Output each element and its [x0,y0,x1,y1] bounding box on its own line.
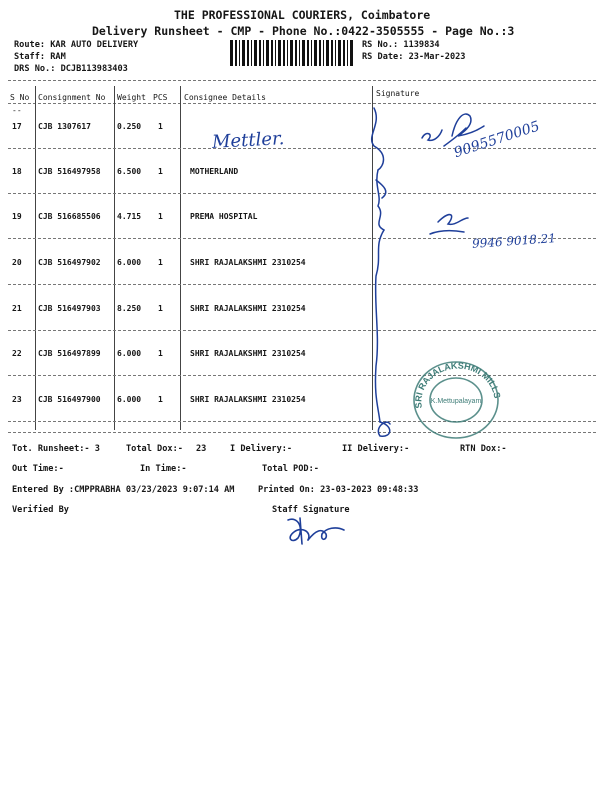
staff-signature-label: Staff Signature [272,505,350,515]
rs-number: RS No.: 1139834 [362,40,440,50]
verified-by-label: Verified By [12,505,69,515]
handwritten-number: 9946 9018.21 [471,231,557,251]
route-label: Route: KAR AUTO DELIVERY [14,40,139,50]
signature-scribbles [360,106,590,446]
col-header-consignee: Consignee Details [184,93,266,102]
cell-consignment: CJB 516497902 [38,258,101,267]
handwritten-phone-number: 9095570005 [452,118,542,162]
row-separator [8,330,596,331]
cell-consignment: CJB 516497900 [38,395,101,404]
cell-weight: 6.000 [117,395,142,404]
cell-consignment: CJB 516497903 [38,304,101,313]
cell-consignment: CJB 516685506 [38,212,101,221]
runsheet-subtitle: Delivery Runsheet - CMP - Phone No.:0422-3505555 - Page No.:3 [92,24,515,38]
col-divider-sno [35,86,36,430]
cell-consignee: SHRI RAJALAKSHMI 2310254 [190,349,306,358]
total-dox-value: 23 [196,444,207,454]
row-separator [8,148,596,149]
row-separator [8,193,596,194]
row-separator [8,238,596,239]
rs-date: RS Date: 23-Mar-2023 [362,52,466,62]
cell-consignee: PREMA HOSPITAL [190,212,258,221]
col-header-pcs: PCS [153,93,168,102]
stamp-center-text: K.Mettupalayam [430,398,482,405]
barcode-icon [230,40,356,66]
total-dox-label: Total Dox:- [126,444,183,454]
handwritten-recipient-name: Mettler. [211,128,285,153]
staff-signature-scribble [282,514,352,550]
cell-sno: 20 [12,258,22,267]
entered-by: Entered By :CMPPRABHA 03/23/2023 9:07:14 AM [12,485,235,495]
continuation-marker: -- [12,106,22,115]
cell-weight: 6.500 [117,167,142,176]
company-title: THE PROFESSIONAL COURIERS, Coimbatore [174,8,431,22]
cell-weight: 8.250 [117,304,142,313]
total-pod-label: Total POD:- [262,464,319,474]
cell-sno: 17 [12,122,22,131]
cell-consignment: CJB 1307617 [38,122,91,131]
cell-weight: 6.000 [117,349,142,358]
printed-on: Printed On: 23-03-2023 09:48:33 [258,485,419,495]
i-delivery-label: I Delivery:- [230,444,293,454]
cell-weight: 6.000 [117,258,142,267]
svg-text:SRI RAJALAKSHMI MILLS [413,360,502,408]
in-time-label: In Time:- [140,464,187,474]
row-separator [8,375,596,376]
table-top-rule [8,80,596,81]
ii-delivery-label: II Delivery:- [342,444,410,454]
cell-pcs: 1 [158,258,163,267]
cell-pcs: 1 [158,395,163,404]
col-header-consignment: Consignment No [38,93,106,102]
cell-consignee: SHRI RAJALAKSHMI 2310254 [190,304,306,313]
cell-consignment: CJB 516497958 [38,167,101,176]
table-header-rule [8,103,596,104]
cell-pcs: 1 [158,304,163,313]
cell-sno: 19 [12,212,22,221]
cell-sno: 18 [12,167,22,176]
row-separator [8,421,596,422]
cell-pcs: 1 [158,212,163,221]
col-header-sno: S No [10,93,30,102]
cell-consignee: SHRI RAJALAKSHMI 2310254 [190,395,306,404]
cell-consignee: SHRI RAJALAKSHMI 2310254 [190,258,306,267]
company-stamp [408,356,504,444]
col-divider-consignment [114,86,115,430]
staff-label: Staff: RAM [14,52,66,62]
cell-pcs: 1 [158,122,163,131]
out-time-label: Out Time:- [12,464,64,474]
cell-pcs: 1 [158,349,163,358]
table-bottom-rule [8,432,596,433]
cell-pcs: 1 [158,167,163,176]
col-header-weight: Weight [117,93,146,102]
total-runsheet: Tot. Runsheet:- 3 [12,444,100,454]
cell-sno: 22 [12,349,22,358]
col-divider-pcs [180,86,181,430]
rtn-dox-label: RTN Dox:- [460,444,507,454]
stamp-ring-text: SRI RAJALAKSHMI MILLS [413,360,503,409]
cell-sno: 21 [12,304,22,313]
drs-number: DRS No.: DCJB113983403 [14,64,128,74]
cell-consignment: CJB 516497899 [38,349,101,358]
col-header-signature: Signature [376,89,420,98]
cell-weight: 0.250 [117,122,142,131]
col-divider-consignee [372,86,373,430]
cell-weight: 4.715 [117,212,142,221]
row-separator [8,284,596,285]
cell-sno: 23 [12,395,22,404]
cell-consignee: MOTHERLAND [190,167,239,176]
